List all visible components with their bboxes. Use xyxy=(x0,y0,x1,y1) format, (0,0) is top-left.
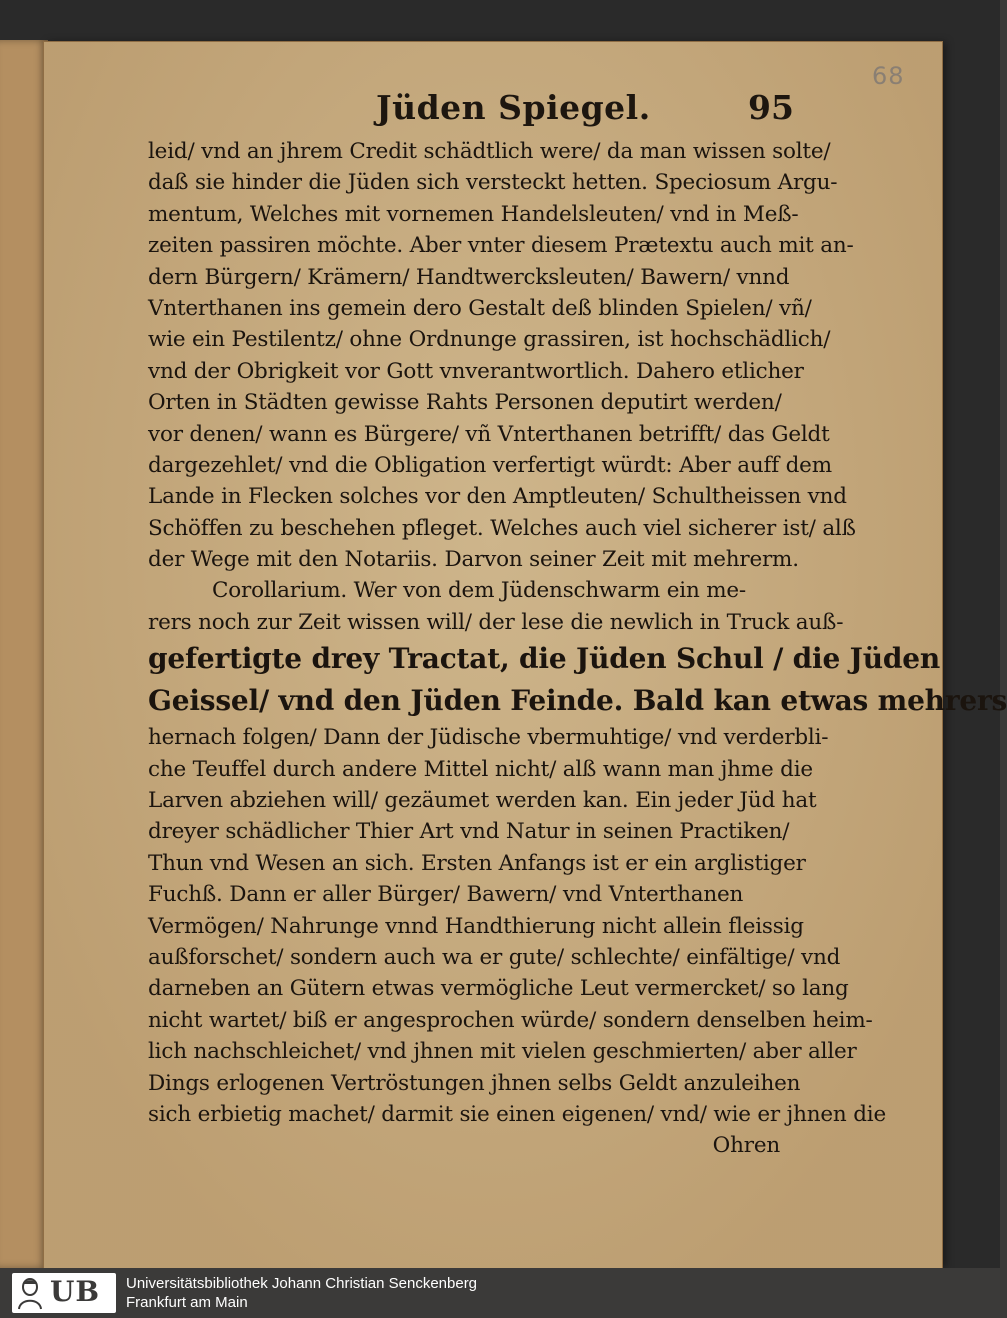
text-line: rers noch zur Zeit wissen will/ der lese die newlich in Truck auß- xyxy=(148,609,844,635)
text-line: darneben an Gütern etwas vermögliche Leut vermercket/ so lang xyxy=(148,976,849,1002)
text-line: daß sie hinder die Jüden sich versteckt hetten. Speciosum Argu- xyxy=(148,170,838,196)
text-line: Larven abziehen will/ gezäumet werden kan. Ein jeder Jüd hat xyxy=(148,788,817,814)
text-line: dern Bürgern/ Krämern/ Handtwercksleuten/ Bawern/ vnnd xyxy=(148,264,790,290)
text-line: Orten in Städten gewisse Rahts Personen deputirt werden/ xyxy=(148,390,782,416)
facing-page-edge xyxy=(0,40,48,1268)
text-line: gefertigte drey Tractat, die Jüden Schul / die Jüden xyxy=(148,642,941,676)
institution-footer xyxy=(0,1268,1000,1318)
text-line: Fuchß. Dann er aller Bürger/ Bawern/ vnd Vnterthanen xyxy=(148,882,744,908)
institution-line-2: Frankfurt am Main xyxy=(126,1294,248,1311)
text-line: Thun vnd Wesen an sich. Ersten Anfangs ist er ein arglistiger xyxy=(148,850,806,876)
text-line: dreyer schädlicher Thier Art vnd Natur in seinen Practiken/ xyxy=(148,819,790,845)
pencil-folio-note: 68 xyxy=(872,62,905,90)
text-line: Vnterthanen ins gemein dero Gestalt deß blinden Spielen/ vñ/ xyxy=(148,295,812,321)
text-line: zeiten passiren möchte. Aber vnter diesem Prætextu auch mit an- xyxy=(148,233,854,259)
ub-logo[interactable] xyxy=(12,1273,116,1313)
text-line: der Wege mit den Notariis. Darvon seiner Zeit mit mehrerm. xyxy=(148,547,799,573)
logo-text: UB xyxy=(50,1275,101,1308)
text-line: außforschet/ sondern auch wa er gute/ schlechte/ einfältige/ vnd xyxy=(148,944,841,970)
text-line: Schöffen zu beschehen pfleget. Welches auch viel sicherer ist/ alß xyxy=(148,515,856,541)
text-line: leid/ vnd an jhrem Credit schädtlich were/ da man wissen solte/ xyxy=(148,139,831,164)
text-line: vnd der Obrigkeit vor Gott vnverantwortlich. Dahero etlicher xyxy=(148,358,804,384)
text-line: Geissel/ vnd den Jüden Feinde. Bald kan etwas mehrers xyxy=(148,684,1007,718)
institution-line-1: Universitätsbibliothek Johann Christian Senckenberg xyxy=(126,1275,478,1292)
text-line: wie ein Pestilentz/ ohne Ordnunge grassiren, ist hochschädlich/ xyxy=(148,327,831,353)
text-line: Corollarium. Wer von dem Jüdenschwarm ein me- xyxy=(212,578,747,604)
body-text xyxy=(148,136,1007,1162)
text-line: lich nachschleichet/ vnd jhnen mit vielen geschmierten/ aber aller xyxy=(148,1039,857,1065)
running-title: Jüden Spiegel. xyxy=(376,88,651,127)
page-number: 95 xyxy=(748,88,794,127)
text-line: sich erbietig machet/ darmit sie einen eigenen/ vnd/ wie er jhnen die xyxy=(148,1101,886,1127)
portrait-icon xyxy=(16,1276,44,1310)
text-line: nicht wartet/ biß er angesprochen würde/ sondern denselben heim- xyxy=(148,1007,873,1033)
catchword: Ohren xyxy=(712,1133,780,1159)
text-line: hernach folgen/ Dann der Jüdische vbermuhtige/ vnd verderbli- xyxy=(148,725,829,751)
text-line: vor denen/ wann es Bürgere/ vñ Vnterthanen betrifft/ das Geldt xyxy=(148,421,830,447)
text-line: mentum, Welches mit vornemen Handelsleuten/ vnd in Meß- xyxy=(148,201,799,227)
text-line: Vermögen/ Nahrunge vnnd Handthierung nicht allein fleissig xyxy=(148,913,804,939)
text-line: Dings erlogenen Vertröstungen jhnen selbs Geldt anzuleihen xyxy=(148,1070,801,1096)
text-line: dargezehlet/ vnd die Obligation verfertigt würdt: Aber auff dem xyxy=(148,452,832,478)
page-header xyxy=(0,88,1000,128)
text-line: che Teuffel durch andere Mittel nicht/ alß wann man jhme die xyxy=(148,756,813,782)
text-line: Lande in Flecken solches vor den Amptleuten/ Schultheissen vnd xyxy=(148,484,847,510)
institution-name[interactable] xyxy=(126,1274,477,1312)
